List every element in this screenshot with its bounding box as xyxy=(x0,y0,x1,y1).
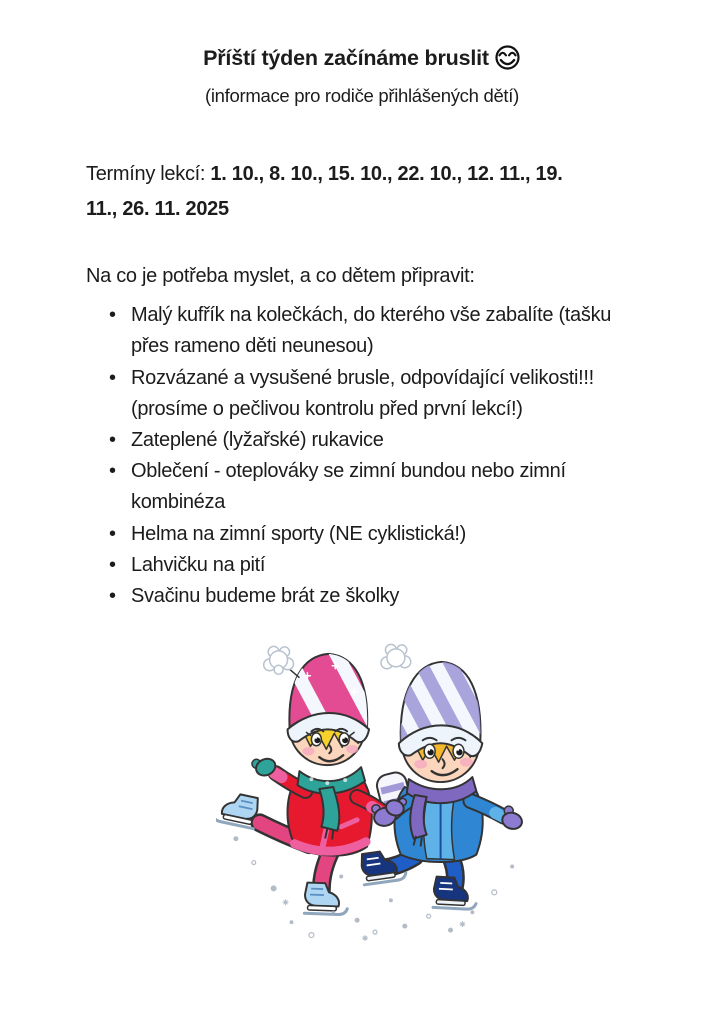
right-mitten xyxy=(500,805,525,831)
list-item: • Zateplené (lyžařské) rukavice xyxy=(131,425,638,456)
list-item: • Helma na zimní sporty (NE cyklistická!) xyxy=(131,519,638,550)
checklist xyxy=(86,300,638,612)
lesson-dates-value: 1. 10., 8. 10., 15. 10., 22. 10., 12. 11., 19. 11., 26. 11. 2025 xyxy=(86,162,563,221)
checklist-intro: Na co je potřeba myslet, a co dětem připravit: xyxy=(86,265,475,288)
smiling-face-emoji-icon xyxy=(494,52,521,76)
page-title-text: Příští týden začínáme bruslit xyxy=(203,46,489,70)
page-title xyxy=(86,44,638,78)
child-right xyxy=(348,632,526,910)
list-item: • Malý kufřík na kolečkách, do kterého vše zabalíte (tašku přes rameno děti neunesou) xyxy=(131,300,638,362)
left-hat-pompom xyxy=(264,647,294,675)
list-item: • Oblečení - oteplováky se zimní bundou nebo zimní kombinéza xyxy=(131,456,638,518)
lesson-dates-label: Termíny lekcí: xyxy=(86,162,211,185)
list-item: • Rozvázané a vysušené brusle, odpovídající velikosti!!! (prosíme o pečlivou kontrolu před první lekcí!) xyxy=(131,363,638,425)
children-skating-illustration xyxy=(99,632,651,955)
subtitle: (informace pro rodiče přihlášených dětí) xyxy=(205,84,519,106)
list-item: • Lahvičku na pití xyxy=(131,550,638,581)
lesson-dates xyxy=(86,157,598,227)
right-hat-pompom xyxy=(381,645,411,669)
list-item: • Svačinu budeme brát ze školky xyxy=(131,581,638,612)
